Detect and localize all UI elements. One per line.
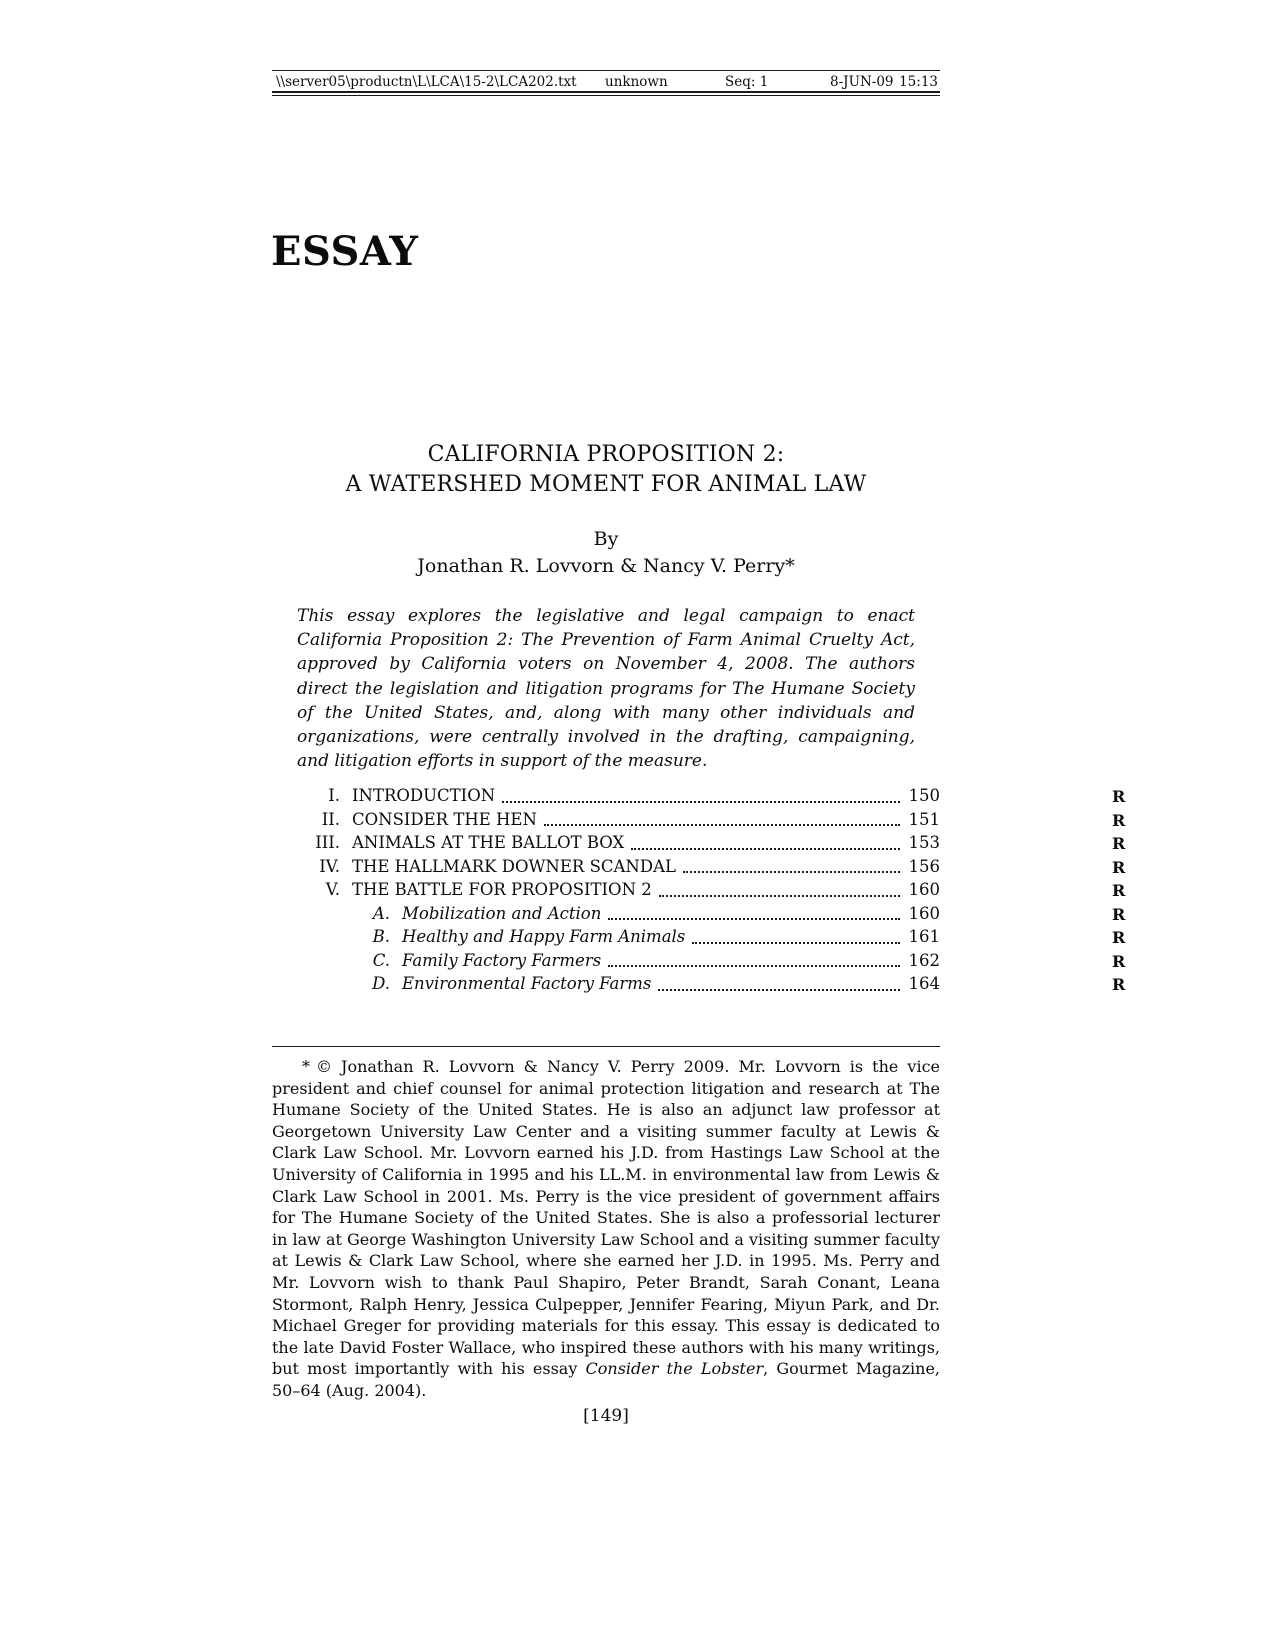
- toc-dot-leader: [502, 801, 900, 803]
- running-head-bottom-rule: [272, 91, 940, 96]
- toc-label: THE HALLMARK DOWNER SCANDAL: [352, 856, 676, 876]
- toc-dot-leader: [544, 824, 900, 826]
- time-label: 15:13: [899, 74, 938, 90]
- byline-authors: Jonathan R. Lovvorn & Nancy V. Perry*: [417, 555, 795, 577]
- toc-row: [272, 927, 1126, 951]
- toc-row: [272, 809, 1126, 834]
- toc-dot-leader: [608, 918, 900, 920]
- toc-page-number: 153: [908, 833, 940, 852]
- toc-page-number: 156: [908, 856, 940, 876]
- toc-page-number: 161: [908, 927, 940, 946]
- toc-row: [272, 974, 1126, 998]
- running-head: [272, 70, 940, 96]
- toc: [272, 786, 1126, 998]
- toc-page-number: 160: [908, 903, 940, 923]
- toc-page-number: 151: [908, 809, 940, 829]
- toc-page-number: 150: [908, 786, 940, 805]
- toc-label: Healthy and Happy Farm Animals: [402, 927, 686, 946]
- toc-label: ANIMALS AT THE BALLOT BOX: [352, 833, 625, 852]
- toc-row: [272, 833, 1126, 857]
- byline: [272, 526, 940, 580]
- toc-margin-note: R: [1112, 857, 1126, 877]
- toc-label: CONSIDER THE HEN: [352, 809, 537, 829]
- toc-numeral: D.: [372, 974, 390, 993]
- toc-margin-note: R: [1112, 904, 1126, 924]
- toc-numeral: A.: [372, 903, 390, 923]
- toc-numeral: C.: [372, 950, 390, 970]
- toc-row: [272, 903, 1126, 928]
- toc-numeral: IV.: [319, 856, 340, 876]
- toc-page-number: 162: [908, 950, 940, 970]
- toc-margin-note: R: [1112, 787, 1126, 806]
- toc-margin-note: R: [1112, 881, 1126, 900]
- footnote-marker: *: [302, 1057, 310, 1076]
- toc-numeral: II.: [321, 809, 340, 829]
- toc-dot-leader: [631, 848, 900, 850]
- article-title-line1: CALIFORNIA PROPOSITION 2:: [427, 442, 785, 467]
- toc-numeral: B.: [372, 927, 390, 946]
- page-number: [149]: [583, 1406, 629, 1426]
- file-path: \\server05\productn\L\LCA\15-2\LCA202.txt: [276, 74, 577, 90]
- byline-by: By: [593, 528, 619, 550]
- toc-margin-note: R: [1112, 951, 1126, 971]
- toc-page-number: 164: [908, 974, 940, 993]
- running-head-text-row: [272, 71, 940, 91]
- footnote-rule: [272, 1046, 940, 1047]
- toc-label: Mobilization and Action: [402, 903, 602, 923]
- toc-numeral: V.: [325, 880, 340, 899]
- sequence-label: Seq: 1: [725, 74, 769, 90]
- article-title: [272, 440, 940, 500]
- toc-dot-leader: [683, 871, 900, 873]
- date-label: 8-JUN-09: [830, 74, 894, 90]
- toc-margin-note: R: [1112, 975, 1126, 994]
- section-label: ESSAY: [271, 228, 419, 275]
- article-title-line2: A WATERSHED MOMENT FOR ANIMAL LAW: [345, 472, 867, 497]
- toc-dot-leader: [608, 965, 900, 967]
- toc-numeral: III.: [315, 833, 340, 852]
- toc-label: Environmental Factory Farms: [402, 974, 652, 993]
- toc-dot-leader: [692, 942, 900, 944]
- toc-row: [272, 856, 1126, 881]
- toc-row: [272, 786, 1126, 810]
- toc-margin-note: R: [1112, 928, 1126, 947]
- abstract: This essay explores the legislative and legal campaign to enact California Proposition 2: The Prevention of Farm Animal Cruelty Act, approved by California voters on November 4, 2008. The authors direct the legislation and litigation programs for The Humane Society of the United States, and, along with many other individuals and organizations, were centrally involved in the drafting, campaigning, and litigation efforts in support of the measure.: [297, 606, 915, 772]
- toc-page-number: 160: [908, 880, 940, 899]
- footnote-text: © Jonathan R. Lovvorn & Nancy V. Perry 2009. Mr. Lovvorn is the vice president and chief counsel for animal protection litigation and research at The Humane Society of the United States. He is also an adjunct law professor at Georgetown University Law Center and a visiting summer faculty at Lewis & Clark Law School. Mr. Lovvorn earned his J.D. from Hastings Law School at the University of California in 1995 and his LL.M. in environmental law from Lewis & Clark Law School in 2001. Ms. Perry is the vice president of government affairs for The Humane Society of the United States. She is also a professorial lecturer in law at George Washington University Law School and a visiting summer faculty at Lewis & Clark Law School, where she earned her J.D. in 1995. Ms. Perry and Mr. Lovvorn wish to thank Paul Shapiro, Peter Brandt, Sarah Conant, Leana Stormont, Ralph Henry, Jessica Culpepper, Jennifer Fearing, Miyun Park, and Dr. Michael Greger for providing materials for this essay. This essay is dedicated to the late David Foster Wallace, who inspired these authors with his many writings, but most importantly with his essay: [272, 1057, 940, 1379]
- toc-numeral: I.: [328, 786, 340, 805]
- toc-row: [272, 880, 1126, 904]
- toc-dot-leader: [658, 989, 900, 991]
- footnote: [272, 1056, 940, 1402]
- operator-label: unknown: [605, 74, 668, 90]
- toc-row: [272, 950, 1126, 975]
- toc-label: INTRODUCTION: [352, 786, 496, 805]
- toc-margin-note: R: [1112, 834, 1126, 853]
- toc-margin-note: R: [1112, 810, 1126, 830]
- footnote-essay-title: Consider the Lobster: [585, 1359, 764, 1379]
- toc-label: THE BATTLE FOR PROPOSITION 2: [352, 880, 652, 899]
- toc-label: Family Factory Farmers: [402, 950, 602, 970]
- footnote-text-end: , Gourmet Magazine, 50–64 (Aug. 2004).: [272, 1359, 940, 1400]
- toc-dot-leader: [659, 895, 900, 897]
